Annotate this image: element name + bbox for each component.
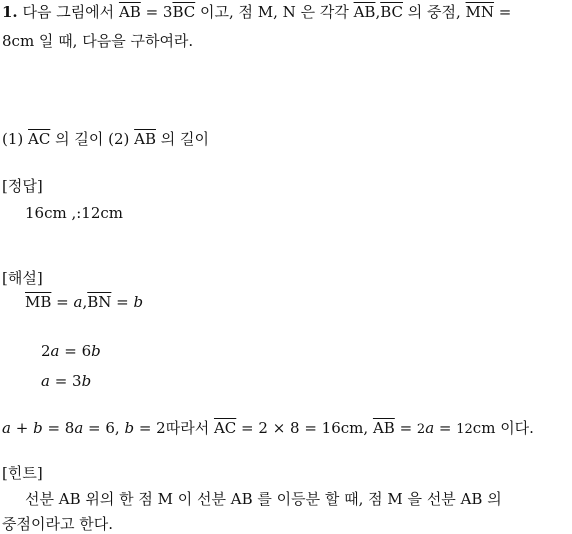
questions-line: [2, 129, 209, 149]
segment-label: $\overline{MB}$: [25, 293, 52, 311]
math-op: cm 이다.: [472, 419, 534, 437]
segment-label: $\overline{BC}$: [380, 3, 403, 21]
math-op: +: [10, 419, 34, 437]
segment-label: $\overline{AB}$: [353, 3, 376, 21]
math-var: a: [74, 419, 84, 437]
hint-line-2: 중점이라고 한다.: [2, 515, 113, 533]
question-text: 의 길이 (2): [50, 130, 135, 148]
math-op: = 6,: [83, 419, 125, 437]
math-var: a: [425, 419, 435, 437]
math-op: =: [111, 293, 134, 311]
segment-label: $\overline{BN}$: [87, 293, 112, 311]
math-op: = 6: [59, 342, 92, 360]
math-op: =: [434, 419, 457, 437]
segment-label: $\overline{AB}$: [118, 3, 141, 21]
segment-label: $\overline{BC}$: [172, 3, 196, 21]
math-op: = 3: [49, 372, 82, 390]
segment-label: $\overline{AB}$: [372, 419, 395, 437]
math-var: b: [124, 419, 135, 437]
math-op: = 2 × 8 = 16cm,: [236, 419, 373, 437]
math-num: 2: [41, 342, 51, 360]
math-op: =: [51, 293, 74, 311]
math-num: 12: [456, 422, 473, 437]
problem-text: ,: [375, 3, 381, 21]
segment-label: $\overline{AC}$: [28, 130, 51, 148]
equation-2: [41, 371, 91, 391]
explanation-heading: [해설]: [2, 269, 43, 287]
math-var: b: [81, 372, 92, 390]
math-var: a: [2, 419, 11, 437]
problem-text: =: [494, 3, 512, 21]
math-var: b: [91, 342, 101, 360]
question-text: 의 길이: [155, 130, 209, 148]
math-op: = 8: [42, 419, 75, 437]
math-num: 2: [416, 422, 426, 437]
explanation-result-line: [2, 418, 534, 440]
problem-line-1: [2, 2, 511, 22]
segment-label: $\overline{AB}$: [134, 130, 156, 148]
math-var: a: [73, 293, 83, 311]
problem-text: 다음 그림에서: [22, 3, 119, 21]
question-1-prefix: (1): [2, 130, 29, 148]
math-op: = 2따라서: [134, 419, 214, 437]
math-var: b: [33, 419, 43, 437]
problem-line-2: 8cm 일 때, 다음을 구하여라.: [2, 32, 194, 50]
math-var: b: [133, 293, 144, 311]
answer-heading: [정답]: [2, 177, 43, 195]
answer-text: 16cm ,:12cm: [25, 204, 124, 222]
math-var: a: [41, 372, 50, 390]
hint-heading: [힌트]: [2, 464, 43, 482]
problem-number: 1.: [2, 3, 18, 21]
math-var: a: [50, 342, 60, 360]
hint-line-1: 선분 AB 위의 한 점 M 이 선분 AB 를 이등분 할 때, 점 M 을 선분 AB 의: [25, 490, 502, 508]
problem-text: = 3: [140, 3, 173, 21]
math-op: =: [394, 419, 417, 437]
explanation-line-1: [25, 292, 143, 312]
segment-label: $\overline{MN}$: [465, 3, 495, 21]
equation-1: [41, 341, 101, 361]
problem-text: 이고, 점 M, N 은 각각: [195, 3, 354, 21]
problem-text: 의 중점,: [403, 3, 466, 21]
segment-label: $\overline{AC}$: [213, 419, 237, 437]
math-op: ,: [82, 293, 88, 311]
